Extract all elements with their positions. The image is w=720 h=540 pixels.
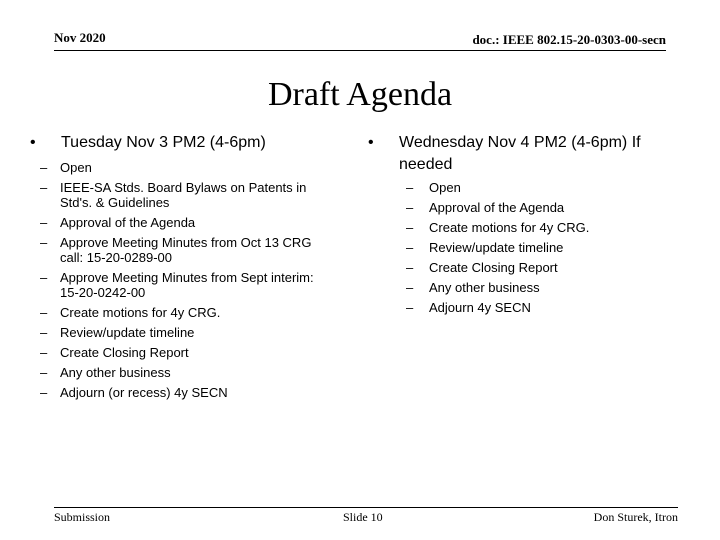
list-item xyxy=(368,280,668,295)
right-main-bullet xyxy=(368,132,668,176)
right-agenda-list xyxy=(368,180,668,315)
bullet-marker: • xyxy=(368,134,374,151)
dash-marker: – xyxy=(40,270,48,285)
dash-marker: – xyxy=(40,215,48,230)
list-item-text: Adjourn 4y SECN xyxy=(429,300,531,315)
list-item xyxy=(30,160,365,175)
list-item xyxy=(30,270,365,300)
list-item-text: Review/update timeline xyxy=(60,325,195,340)
bullet-marker: • xyxy=(30,134,36,151)
list-item-text: Any other business xyxy=(429,280,540,295)
list-item-text: Approve Meeting Minutes from Sept interim: 15-20-0242-00 xyxy=(60,270,314,300)
dash-marker: – xyxy=(40,365,48,380)
dash-marker: – xyxy=(40,385,48,400)
dash-marker: – xyxy=(406,300,414,315)
list-item-text: Create motions for 4y CRG. xyxy=(60,305,221,320)
left-main-bullet xyxy=(30,132,365,154)
right-column xyxy=(368,132,668,320)
left-agenda-list xyxy=(30,160,365,400)
dash-marker: – xyxy=(406,220,414,235)
list-item xyxy=(368,300,668,315)
list-item-text: Adjourn (or recess) 4y SECN xyxy=(60,385,228,400)
dash-marker: – xyxy=(40,180,48,195)
list-item xyxy=(368,220,668,235)
footer-author: Don Sturek, Itron xyxy=(593,510,678,524)
dash-marker: – xyxy=(40,345,48,360)
list-item-text: Approve Meeting Minutes from Oct 13 CRG call: 15-20-0289-00 xyxy=(60,235,312,265)
list-item xyxy=(30,305,365,320)
list-item xyxy=(368,200,668,215)
header-doc-id: doc.: IEEE 802.15-20-0303-00-secn xyxy=(472,32,666,47)
list-item xyxy=(30,235,365,265)
list-item-text: Any other business xyxy=(60,365,171,380)
list-item xyxy=(30,365,365,380)
header-divider xyxy=(54,50,666,51)
dash-marker: – xyxy=(40,325,48,340)
dash-marker: – xyxy=(406,280,414,295)
dash-marker: – xyxy=(406,260,414,275)
list-item-text: Review/update timeline xyxy=(429,240,564,255)
list-item xyxy=(30,325,365,340)
dash-marker: – xyxy=(40,305,48,320)
list-item-text: Create Closing Report xyxy=(60,345,189,360)
list-item-text: Approval of the Agenda xyxy=(429,200,565,215)
list-item-text: Create motions for 4y CRG. xyxy=(429,220,590,235)
right-heading: Wednesday Nov 4 PM2 (4-6pm) If needed xyxy=(399,134,641,173)
list-item-text: Open xyxy=(429,180,461,195)
left-heading: Tuesday Nov 3 PM2 (4-6pm) xyxy=(61,134,266,151)
slide-title: Draft Agenda xyxy=(267,76,453,113)
list-item xyxy=(368,260,668,275)
list-item xyxy=(30,385,365,400)
footer-submission: Submission xyxy=(54,510,111,524)
dash-marker: – xyxy=(406,200,414,215)
list-item xyxy=(30,345,365,360)
footer-divider xyxy=(54,507,678,508)
dash-marker: – xyxy=(406,180,414,195)
dash-marker: – xyxy=(40,160,48,175)
list-item xyxy=(30,215,365,230)
list-item-text: Create Closing Report xyxy=(429,260,558,275)
list-item-text: Approval of the Agenda xyxy=(60,215,196,230)
dash-marker: – xyxy=(406,240,414,255)
list-item-text: Open xyxy=(60,160,92,175)
footer-slide-number: Slide 10 xyxy=(343,510,383,524)
list-item xyxy=(30,180,365,210)
dash-marker: – xyxy=(40,235,48,250)
list-item xyxy=(368,180,668,195)
list-item-text: IEEE-SA Stds. Board Bylaws on Patents in Std's. & Guidelines xyxy=(60,180,307,210)
header-date: Nov 2020 xyxy=(54,30,106,45)
left-column xyxy=(30,132,365,405)
list-item xyxy=(368,240,668,255)
